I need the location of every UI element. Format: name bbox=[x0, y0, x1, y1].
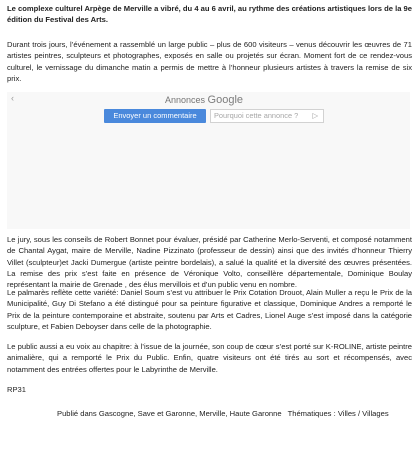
ad-title-prefix: Annonces bbox=[165, 95, 206, 105]
article-paragraph-3: Le palmarès reflète cette variété: Daniel Soum s’est vu attribuer le Prix Cotation Drouot, Alain Muller a reçu le Prix de la Municipalité, Guy Di Stefano a été distingué pour sa peinture figurative et classique, Dominique Andres a remporté le Prix de la peinture contemporaine et abstraite, soutenu par Arts et Cadres, Lionel Auge s’est imposé dans la catégorie sculpture, et Fabien Deboyser dans celle de la photographie. bbox=[7, 288, 412, 331]
article-paragraph-1: Durant trois jours, l’événement a rassemblé un large public – plus de 600 visiteurs – venus découvrir les œuvres de 71 artistes peintres, sculpteurs et photographes, exposés en salle ou projetés sur écran. Moment fort de ce rendez-vous culturel, le vernissage du dimanche matin a permis de mettre à l’honneur plusieurs artistes à travers la remise de six prix. bbox=[7, 40, 412, 83]
article-paragraph-2: Le jury, sous les conseils de Robert Bonnet pour évaluer, présidé par Catherine Merlo-Serventi, et composé notamment de Chantal Aygat, maire de Merville, Nadine Pizzinato (professeur de dessin) ainsi que des invités d’honneur Thierry Villet (sculpteur)et Jacki Dumergue (artiste peintre bordelais), a salué la qualité et la diversité des œuvres présentées. La remise des prix s’est faite en présence de Véronique Volto, conseillère départementale, Dominique Boulay représentant la mairie de Grenade , des élus mervillois et d’un public venu en nombre. bbox=[7, 235, 412, 290]
themes-label: Thématiques : bbox=[287, 409, 336, 418]
ad-title-brand: Google bbox=[207, 94, 244, 106]
article-paragraph-4: Le public aussi a eu voix au chapitre: à l’issue de la journée, son coup de cœur s’est porté sur K-ROLINE, artiste peintre animalière, qui a remporté le Prix du Public. Enfin, quatre visiteurs ont été tirés au sort et récompensés, avec notamment des entrées offertes pour le Labyrinthe de Merville. bbox=[7, 342, 412, 374]
google-ad-block bbox=[7, 92, 410, 229]
why-this-ad-placeholder: Pourquoi cette annonce ? bbox=[214, 111, 299, 120]
article-lead: Le complexe culturel Arpège de Merville a vibré, du 4 au 6 avril, au rythme des créations artistiques lors de la 9e édition du Festival des Arts. bbox=[7, 4, 412, 25]
category-links[interactable]: Gascogne, Save et Garonne, Merville, Haute Garonne bbox=[98, 409, 282, 418]
published-label: Publié dans bbox=[57, 409, 97, 418]
play-arrow-icon[interactable]: ▷ bbox=[312, 111, 318, 120]
back-arrow-icon[interactable]: ‹ bbox=[11, 93, 14, 103]
ad-title bbox=[165, 94, 243, 106]
send-feedback-button[interactable]: Envoyer un commentaire bbox=[104, 109, 206, 123]
article-footer bbox=[57, 408, 417, 419]
theme-link[interactable]: Villes / Villages bbox=[337, 409, 389, 418]
article-signature: RP31 bbox=[7, 385, 26, 394]
why-this-ad-field[interactable] bbox=[210, 109, 324, 123]
